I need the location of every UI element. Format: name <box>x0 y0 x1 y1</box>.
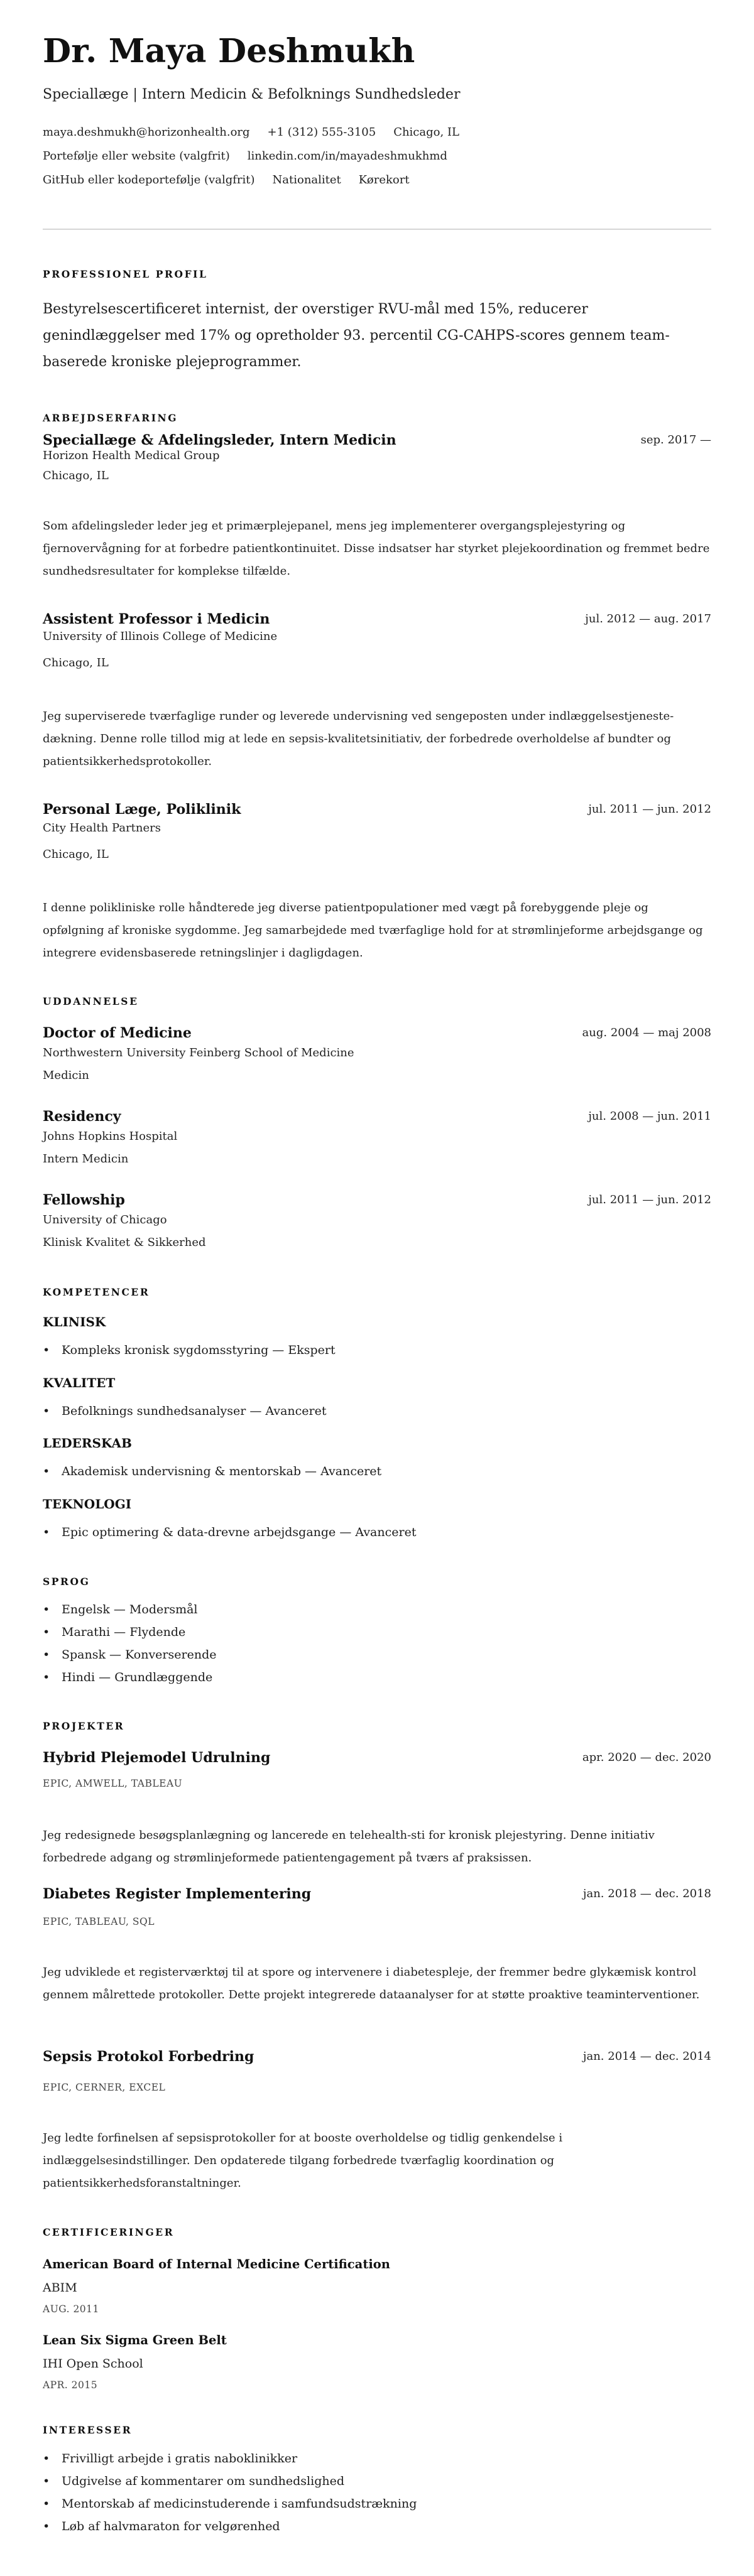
job-date: jul. 2011 — jun. 2012 <box>588 803 711 816</box>
skill-list <box>43 1521 416 1544</box>
job-title: Assistent Professor i Medicin <box>43 611 270 627</box>
project-date: apr. 2020 — dec. 2020 <box>582 1751 711 1764</box>
language-item: • Marathi — Flydende <box>43 1621 216 1643</box>
project-description: Jeg udviklede et registerværktøj til at spore og intervenere i diabetespleje, der fremmer bedre glykæmisk kontrol gennem målrettede protokoller. Dette projekt integrerede dataanalyser for at støtte proaktive teaminterventioner. <box>43 1966 700 2001</box>
degree-school: University of Chicago <box>43 1213 167 1226</box>
job-description: Som afdelingsleder leder jeg et primærplejepanel, mens jeg implementerer overgangsplejestyring og fjernovervågning for at forbedre patientkontinuitet. Disse indsatser har styrket plejekoordination og fremmet bedre sundhedsresultater for komplekse tilfælde. <box>43 519 710 578</box>
candidate-subtitle: Speciallæge | Intern Medicin & Befolknings Sundhedsleder <box>43 87 461 102</box>
cert-date: APR. 2015 <box>43 2379 98 2391</box>
skill-category: TEKNOLOGI <box>43 1496 132 1512</box>
candidate-name: Dr. Maya Deshmukh <box>43 32 415 70</box>
cert-issuer: IHI Open School <box>43 2357 143 2371</box>
skill-list <box>43 1460 381 1483</box>
section-title-interests: INTERESSER <box>43 2424 133 2436</box>
contact-github[interactable]: GitHub eller kodeportefølje (valgfrit) <box>43 173 255 187</box>
project-date: jan. 2014 — dec. 2014 <box>582 2050 711 2063</box>
degree-date: jul. 2011 — jun. 2012 <box>588 1193 711 1206</box>
project-title: Sepsis Protokol Forbedring <box>43 2048 254 2065</box>
skill-item: • Epic optimering & data-drevne arbejdsgange — Avanceret <box>43 1521 416 1544</box>
section-title-education: UDDANNELSE <box>43 995 139 1007</box>
degree-field: Medicin <box>43 1069 89 1082</box>
contact-portfolio[interactable]: Portefølje eller website (valgfrit) <box>43 149 230 163</box>
job-location: Chicago, IL <box>43 656 109 669</box>
degree-title: Doctor of Medicine <box>43 1025 192 1041</box>
interest-list <box>43 2447 417 2538</box>
job-location: Chicago, IL <box>43 469 109 482</box>
skill-category: KLINISK <box>43 1314 106 1329</box>
degree-title: Fellowship <box>43 1192 125 1208</box>
project-tech: EPIC, AMWELL, TABLEAU <box>43 1778 183 1789</box>
section-title-languages: SPROG <box>43 1576 90 1588</box>
contact-phone[interactable]: +1 (312) 555-3105 <box>267 126 376 139</box>
interest-item: • Udgivelse af kommentarer om sundhedslighed <box>43 2470 417 2492</box>
degree-title: Residency <box>43 1108 121 1125</box>
interest-item: • Mentorskab af medicinstuderende i samfundsudstrækning <box>43 2492 417 2515</box>
degree-school: Northwestern University Feinberg School of Medicine <box>43 1046 354 1059</box>
project-tech: EPIC, TABLEAU, SQL <box>43 1916 155 1927</box>
section-title-skills: KOMPETENCER <box>43 1286 150 1298</box>
cert-date: AUG. 2011 <box>43 2303 99 2315</box>
contact-nationality: Nationalitet <box>272 173 341 187</box>
job-date: jul. 2012 — aug. 2017 <box>585 612 711 625</box>
contact-drivers-license: Kørekort <box>358 173 410 187</box>
job-description: I denne polikliniske rolle håndterede jeg diverse patientpopulationer med vægt på forebyggende pleje og opfølgning af kroniske sygdomme. Jeg samarbejdede med tværfaglige hold for at strømlinjeforme arbejdsgange og integrere evidensbaserede retningslinjer i dagligdagen. <box>43 901 703 960</box>
contact-row-3 <box>43 173 427 187</box>
contact-row-1 <box>43 126 477 139</box>
job-date: sep. 2017 — <box>640 433 711 446</box>
degree-date: aug. 2004 — maj 2008 <box>582 1026 711 1039</box>
contact-row-2 <box>43 149 465 163</box>
degree-school: Johns Hopkins Hospital <box>43 1130 178 1143</box>
skill-item: • Kompleks kronisk sygdomsstyring — Ekspert <box>43 1339 336 1361</box>
language-list <box>43 1598 216 1689</box>
job-location: Chicago, IL <box>43 848 109 861</box>
contact-linkedin[interactable]: linkedin.com/in/mayadeshmukhmd <box>247 149 447 163</box>
cert-title: Lean Six Sigma Green Belt <box>43 2333 227 2347</box>
degree-field: Intern Medicin <box>43 1152 129 1166</box>
section-title-experience: ARBEJDSERFARING <box>43 412 178 424</box>
job-description: Jeg superviserede tværfaglige runder og leverede undervisning ved sengeposten under indlæggelsestjeneste-dækning. Denne rolle tillod mig at lede en sepsis-kvalitetsinitiativ, der forbedrede overholdelse af bundter og patientsikkerhedsprotokoller. <box>43 710 674 768</box>
language-item: • Engelsk — Modersmål <box>43 1598 216 1621</box>
skill-list <box>43 1339 336 1361</box>
degree-date: jul. 2008 — jun. 2011 <box>588 1110 711 1123</box>
project-title: Diabetes Register Implementering <box>43 1886 312 1902</box>
job-company: University of Illinois College of Medicine <box>43 630 278 643</box>
project-description: Jeg redesignede besøgsplanlægning og lancerede en telehealth-sti for kronisk plejestyring. Denne initiativ forbedrede adgang og strømlinjeformede patientengagement på tværs af praksissen. <box>43 1829 655 1864</box>
job-title: Speciallæge & Afdelingsleder, Intern Medicin <box>43 432 396 448</box>
interest-item: • Frivilligt arbejde i gratis naboklinikker <box>43 2447 417 2470</box>
header-divider <box>43 229 711 230</box>
profile-summary: Bestyrelsescertificeret internist, der overstiger RVU-mål med 15%, reducerer genindlæggelser med 17% og opretholder 93. percentil CG-CAHPS-scores gennem team-baserede kroniske plejeprogrammer. <box>43 301 670 370</box>
language-item: • Hindi — Grundlæggende <box>43 1666 216 1689</box>
job-company: Horizon Health Medical Group <box>43 449 220 462</box>
skill-item: • Akademisk undervisning & mentorskab — Avanceret <box>43 1460 381 1483</box>
skill-category: LEDERSKAB <box>43 1436 132 1451</box>
job-title: Personal Læge, Poliklinik <box>43 801 241 818</box>
project-tech: EPIC, CERNER, EXCEL <box>43 2082 166 2093</box>
section-title-profile: PROFESSIONEL PROFIL <box>43 268 208 280</box>
cert-title: American Board of Internal Medicine Certification <box>43 2257 390 2271</box>
contact-email[interactable]: maya.deshmukh@horizonhealth.org <box>43 126 250 139</box>
section-title-projects: PROJEKTER <box>43 1720 125 1732</box>
degree-field: Klinisk Kvalitet & Sikkerhed <box>43 1236 206 1249</box>
project-date: jan. 2018 — dec. 2018 <box>582 1887 711 1900</box>
cert-issuer: ABIM <box>43 2281 77 2295</box>
skill-item: • Befolknings sundhedsanalyser — Avanceret <box>43 1400 327 1422</box>
section-title-certifications: CERTIFICERINGER <box>43 2226 175 2238</box>
skill-category: KVALITET <box>43 1375 116 1390</box>
project-description: Jeg ledte forfinelsen af sepsisprotokoller for at booste overholdelse og tidlig genkendelse i indlæggelsesindstillinger. Den opdaterede tilgang forbedrede tværfaglig koordination og patientsikkerhedsforanstaltninger. <box>43 2131 563 2190</box>
project-title: Hybrid Plejemodel Udrulning <box>43 1750 271 1766</box>
job-company: City Health Partners <box>43 821 161 835</box>
interest-item: • Løb af halvmaraton for velgørenhed <box>43 2515 417 2538</box>
contact-location: Chicago, IL <box>393 126 459 139</box>
skill-list <box>43 1400 327 1422</box>
language-item: • Spansk — Konverserende <box>43 1643 216 1666</box>
